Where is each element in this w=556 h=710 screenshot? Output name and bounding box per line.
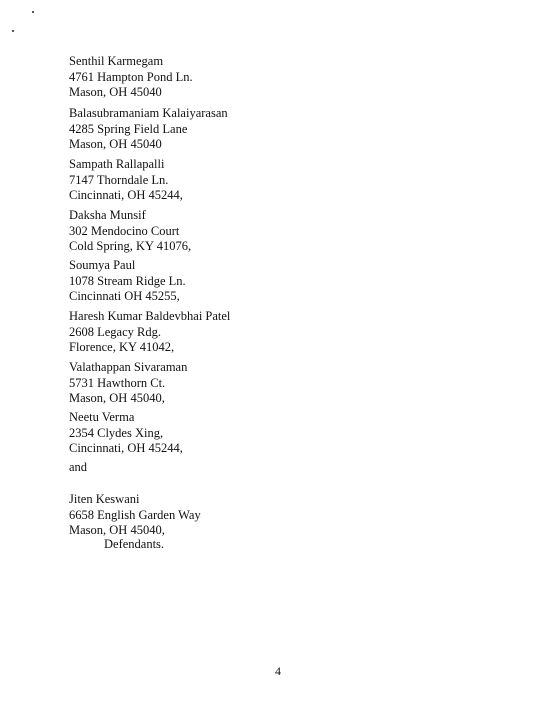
- party-address-block: [69, 208, 191, 255]
- party-address-block: [69, 54, 193, 101]
- party-street: 1078 Stream Ridge Ln.: [69, 273, 186, 288]
- party-street: 4761 Hampton Pond Ln.: [69, 69, 193, 84]
- party-street: 6658 English Garden Way: [69, 507, 201, 522]
- party-address-block: [69, 360, 187, 407]
- party-city: Cincinnati, OH 45244,: [69, 188, 183, 202]
- party-name: Valathappan Sivaraman: [69, 360, 188, 374]
- party-street: 2608 Legacy Rdg.: [69, 324, 161, 339]
- party-street: 302 Mendocino Court: [69, 223, 180, 238]
- party-city: Florence, KY 41042,: [69, 340, 175, 354]
- party-name: Sampath Rallapalli: [69, 157, 165, 171]
- party-city: Cincinnati, OH 45244,: [69, 441, 183, 455]
- party-city: Mason, OH 45040: [69, 137, 162, 151]
- conjunction-text: and: [69, 460, 88, 474]
- party-city: Cold Spring, KY 41076,: [69, 239, 192, 253]
- party-address-block: [69, 258, 186, 305]
- party-name: Daksha Munsif: [69, 208, 146, 222]
- party-address-block: [69, 157, 183, 204]
- party-address-block: [69, 106, 228, 153]
- party-name: Balasubramaniam Kalaiyarasan: [69, 106, 228, 120]
- party-name: Haresh Kumar Baldevbhai Patel: [69, 309, 231, 323]
- stray-mark: [12, 30, 14, 32]
- party-name: Soumya Paul: [69, 258, 136, 272]
- stray-mark: [32, 11, 34, 13]
- party-city: Mason, OH 45040,: [69, 523, 165, 537]
- party-city: Cincinnati OH 45255,: [69, 289, 180, 303]
- party-city: Mason, OH 45040,: [69, 391, 165, 405]
- party-street: 7147 Thorndale Ln.: [69, 172, 169, 187]
- party-address-block: [69, 410, 183, 457]
- party-name: Senthil Karmegam: [69, 54, 164, 68]
- party-address-block: [69, 309, 230, 356]
- party-name: Neetu Verma: [69, 410, 135, 424]
- defendants-label: Defendants.: [104, 537, 165, 551]
- party-city: Mason, OH 45040: [69, 85, 162, 99]
- party-street: 5731 Hawthorn Ct.: [69, 375, 166, 390]
- party-address-block: [69, 492, 201, 539]
- page-number: 4: [275, 664, 281, 678]
- party-street: 4285 Spring Field Lane: [69, 121, 188, 136]
- party-street: 2354 Clydes Xing,: [69, 425, 164, 440]
- party-name: Jiten Keswani: [69, 492, 140, 506]
